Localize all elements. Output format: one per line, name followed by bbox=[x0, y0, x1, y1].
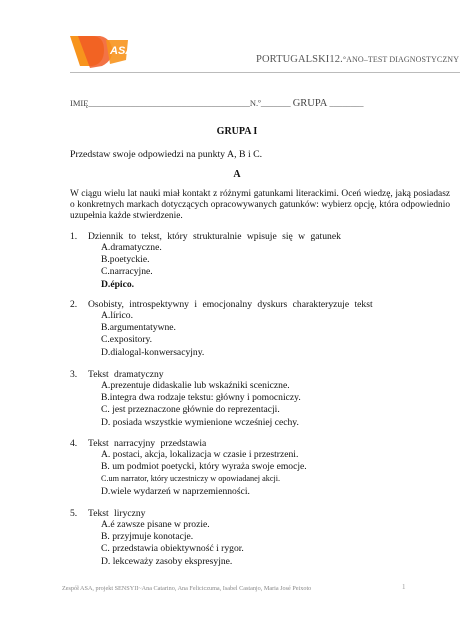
question bbox=[70, 231, 450, 291]
answer-option-d: D.wiele wydarzeń w naprzemienności. bbox=[101, 485, 250, 497]
page-number: 1 bbox=[402, 583, 406, 591]
header-subject: PORTUGALSKI bbox=[256, 54, 330, 65]
answer-option-c: C. jest przeznaczone głównie do reprezentacji. bbox=[101, 404, 280, 416]
header-divider bbox=[70, 72, 460, 73]
answer-option-c: C.um narrator, który uczestniczy w opowiadanej akcji. bbox=[101, 474, 281, 484]
answer-option-d: D.dialogal-konwersacyjny. bbox=[101, 346, 205, 358]
answer-option-d: D.épico. bbox=[101, 278, 135, 290]
group-label: GRUPA bbox=[292, 98, 328, 109]
question-number: 3. bbox=[70, 369, 78, 380]
name-label: IMIĘ bbox=[70, 98, 89, 108]
question-text: Dziennik to tekst, który strukturalnie wpisuje się w gatunek bbox=[88, 231, 341, 242]
answer-option-d: D. lekceważy zasoby ekspresyjne. bbox=[101, 555, 233, 567]
section-title: A bbox=[233, 169, 241, 180]
question bbox=[70, 438, 450, 498]
answer-option-c: C. przedstawia obiektywność i rygor. bbox=[101, 543, 244, 555]
number-label: N.º bbox=[249, 98, 261, 108]
answer-option-d: D. posiada wszystkie wymienione wcześniej cechy. bbox=[101, 416, 299, 428]
header-suffix: °ANO–TEST DIAGNOSTYCZNY bbox=[342, 55, 460, 64]
answer-option-b: B.integra dwa rodzaje tekstu: główny i pomocniczy. bbox=[101, 392, 301, 404]
answer-option-a: A.dramatyczne. bbox=[101, 242, 162, 253]
student-info-line bbox=[70, 98, 470, 109]
answer-option-a: A. postaci, akcja, lokalizacja w czasie i przestrzeni. bbox=[101, 449, 299, 460]
question-text: Osobisty, introspektywny i emocjonalny dyskurs charakteryzuje tekst bbox=[88, 299, 373, 310]
instruction: Przedstaw swoje odpowiedzi na punkty A, B i C. bbox=[70, 149, 263, 160]
question bbox=[70, 508, 450, 568]
document-header bbox=[256, 54, 460, 65]
intro-paragraph: W ciągu wielu lat nauki miał kontakt z różnymi gatunkami literackimi. Oceń wiedzę, jaką posiadasz o konkretnych markach dotyczących opracowywanych gatunków: wybierz opcję, która odpowiednio uzupełnia każde stwierdzenie. bbox=[70, 189, 450, 222]
answer-option-b: B. um podmiot poetycki, który wyraża swoje emocje. bbox=[101, 461, 307, 473]
asa-logo bbox=[70, 30, 134, 72]
number-blank: _______ bbox=[260, 98, 291, 108]
question-text: Tekst narracyjny przedstawia bbox=[88, 438, 207, 449]
question-text: Tekst liryczny bbox=[88, 508, 146, 519]
question bbox=[70, 299, 450, 359]
answer-option-b: B.poetyckie. bbox=[101, 254, 150, 266]
footer-credits: Zespół ASA, projekt SENSYII~Ana Catarino, Ana Feliciczuma, Isabel Castanjo, Maria José Peixoto bbox=[62, 585, 312, 592]
answer-option-a: A.prezentuje didaskalie lub wskaźniki sceniczne. bbox=[101, 380, 290, 391]
answer-option-c: C.expository. bbox=[101, 334, 153, 346]
question-number: 2. bbox=[70, 299, 78, 310]
answer-option-a: A.é zawsze pisane w prozie. bbox=[101, 519, 210, 530]
group-blank: ________ bbox=[329, 98, 364, 108]
question-text: Tekst dramatyczny bbox=[88, 369, 164, 380]
answer-option-b: B. przyjmuje konotacje. bbox=[101, 531, 194, 543]
answer-option-b: B.argumentatywne. bbox=[101, 322, 176, 334]
name-blank: ______________________________________ bbox=[88, 98, 250, 108]
question bbox=[70, 369, 450, 429]
question-number: 1. bbox=[70, 231, 78, 242]
question-number: 5. bbox=[70, 508, 78, 519]
header-grade: 12. bbox=[329, 54, 343, 65]
logo-text: ASA bbox=[110, 45, 134, 57]
answer-option-c: C.narracyjne. bbox=[101, 266, 153, 278]
question-number: 4. bbox=[70, 438, 78, 449]
answer-option-a: A.lírico. bbox=[101, 310, 133, 321]
group-title: GRUPA I bbox=[216, 126, 258, 137]
